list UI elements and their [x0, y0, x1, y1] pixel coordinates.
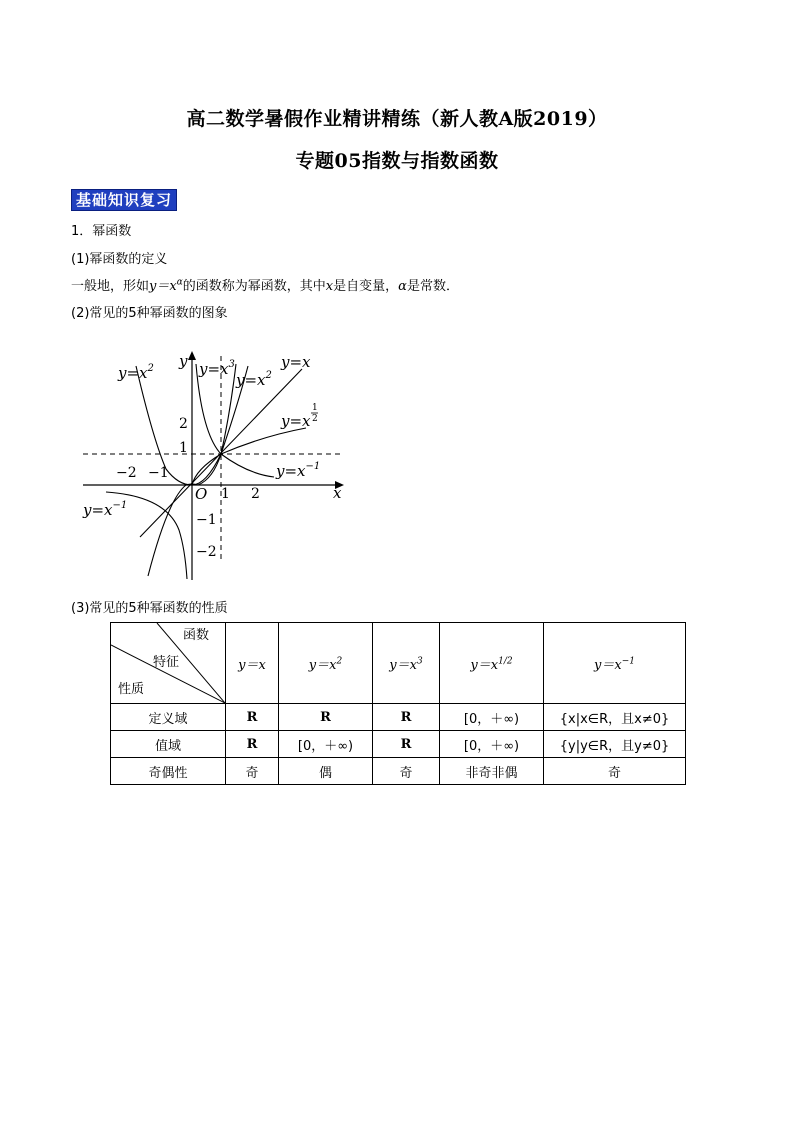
- y-tick-1: 1: [179, 440, 188, 456]
- def-formula: y＝x: [149, 279, 177, 294]
- def-suffix: 是常数．: [406, 279, 459, 294]
- x-tick-neg1: −1: [148, 465, 169, 481]
- document-title: 高二数学暑假作业精讲精练（新人教A版2019）: [186, 108, 608, 130]
- x-tick-neg2: −2: [116, 465, 137, 481]
- properties-table: [110, 622, 686, 785]
- document-subtitle: 专题05指数与指数函数: [295, 150, 499, 172]
- x-axis-label: x: [333, 484, 342, 502]
- cell-parity-4: 非奇非偶: [440, 758, 544, 785]
- cell-range-3: R: [373, 731, 440, 758]
- label-y-x2-left: $y=x^2$: [118, 363, 154, 382]
- definition-text: [71, 275, 459, 294]
- label-y-inv-right: $y=x^{-1}$: [276, 461, 321, 480]
- item-definition-heading: (1)幂函数的定义: [71, 252, 168, 267]
- corner-label-function: 函数: [183, 628, 210, 643]
- y-tick-2: 2: [179, 416, 188, 432]
- x-tick-1: 1: [221, 486, 230, 502]
- label-y-sqrt: y=x: [281, 412, 311, 430]
- item-graph-heading: (2)常见的5种幂函数的图象: [71, 306, 228, 321]
- table-header-row: [111, 623, 686, 704]
- cell-domain-1: R: [226, 704, 279, 731]
- cell-range-4: [0，＋∞): [440, 731, 544, 758]
- cell-range-1: R: [226, 731, 279, 758]
- cell-parity-2: 偶: [279, 758, 373, 785]
- cell-domain-3: R: [373, 704, 440, 731]
- cell-parity-1: 奇: [226, 758, 279, 785]
- power-function-graph: [78, 344, 353, 584]
- table-row-range: [111, 731, 686, 758]
- y-axis-arrow: [188, 351, 196, 360]
- cell-domain-5: {x|x∈R，且x≠0}: [544, 704, 686, 731]
- item-properties-heading: (3)常见的5种幂函数的性质: [71, 601, 228, 616]
- corner-label-feature: 特征: [153, 655, 180, 670]
- def-middle: 的函数称为幂函数，其中: [182, 279, 326, 294]
- table-row-domain: [111, 704, 686, 731]
- table-row-parity: [111, 758, 686, 785]
- def-prefix: 一般地，形如: [71, 279, 150, 294]
- label-y-sqrt-den: 2: [312, 414, 318, 424]
- row-label-range: 值域: [111, 731, 226, 758]
- cell-range-2: [0，＋∞): [279, 731, 373, 758]
- header-y-sqrt: $y=x^{1/2}$: [440, 623, 544, 704]
- label-y-x: y=x: [281, 353, 311, 371]
- corner-label-property: 性质: [118, 682, 145, 697]
- cell-domain-2: R: [279, 704, 373, 731]
- label-y-x3: $y=x^3$: [199, 359, 235, 378]
- def-middle2: 是自变量，: [333, 279, 399, 294]
- y-tick-neg1: −1: [196, 512, 217, 528]
- cell-parity-3: 奇: [373, 758, 440, 785]
- label-y-inv-left: $y=x^{-1}$: [83, 500, 128, 519]
- def-x: x: [325, 279, 334, 294]
- row-label-parity: 奇偶性: [111, 758, 226, 785]
- def-formula-exponent: α: [176, 277, 183, 288]
- y-tick-neg2: −2: [196, 544, 217, 560]
- row-label-domain: 定义域: [111, 704, 226, 731]
- header-y-x3: $y=x^3$: [373, 623, 440, 704]
- table-corner-cell: [111, 623, 226, 704]
- x-tick-2: 2: [251, 486, 260, 502]
- cell-domain-4: [0，＋∞): [440, 704, 544, 731]
- def-alpha: α: [398, 279, 407, 294]
- cell-range-5: {y|y∈R，且y≠0}: [544, 731, 686, 758]
- y-axis-label: y: [179, 352, 188, 370]
- label-y-x2-right: $y=x^2$: [236, 370, 272, 389]
- origin-label: O: [195, 485, 208, 503]
- cell-parity-5: 奇: [544, 758, 686, 785]
- header-y-x2: $y=x^2$: [279, 623, 373, 704]
- header-y-inv: $y=x^{-1}$: [544, 623, 686, 704]
- header-y-x: y＝x: [226, 623, 279, 704]
- section-badge: 基础知识复习: [71, 189, 177, 211]
- section-heading: 1．幂函数: [71, 224, 132, 239]
- label-y-sqrt-num: 1: [312, 403, 318, 413]
